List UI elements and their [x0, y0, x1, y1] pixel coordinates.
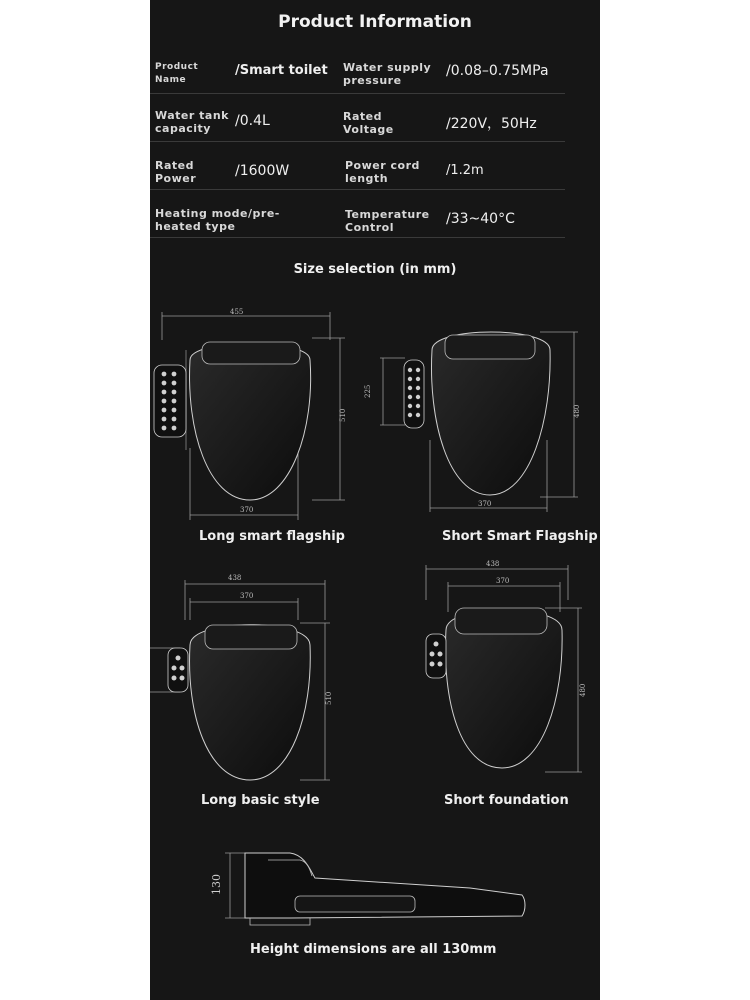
size-selection-title: Size selection (in mm): [293, 262, 457, 277]
dim-long-basic-length: 510: [325, 691, 333, 705]
short-flagship-diagram: [380, 332, 578, 512]
spec-value: /1600W: [235, 163, 290, 179]
caption-short-foundation: Short foundation: [444, 793, 569, 808]
dim-short-foundation-length: 480: [579, 683, 587, 697]
height-side-view-diagram: [225, 853, 525, 925]
product-info-panel: [150, 0, 600, 1000]
spec-label: Heating mode/pre-heated type: [155, 207, 280, 233]
dim-height: 130: [210, 874, 223, 895]
short-foundation-diagram: [426, 565, 582, 772]
spec-value: /1.2m: [446, 163, 484, 178]
caption-long-basic: Long basic style: [201, 793, 320, 808]
dim-short-foundation-inner: 370: [496, 577, 510, 585]
caption-short-flagship: Short Smart Flagship: [442, 529, 598, 544]
dim-long-flagship-bottom: 370: [240, 506, 254, 514]
spec-value: /Smart toilet: [235, 63, 328, 78]
dim-long-basic-outer: 438: [228, 574, 242, 582]
spec-label: Rated Power: [155, 159, 197, 185]
dim-long-flagship-top: 455: [230, 308, 244, 316]
dim-long-flagship-length: 510: [339, 408, 347, 422]
dim-short-flagship-bottom: 370: [478, 500, 492, 508]
spec-value: /220V，50Hz: [446, 116, 537, 132]
page-title: Product Information: [278, 12, 472, 32]
spec-value: /33~40°C: [446, 211, 515, 227]
spec-value: /0.08–0.75MPa: [446, 63, 549, 79]
spec-label: Product Name: [155, 62, 199, 85]
dim-short-foundation-outer: 438: [486, 560, 500, 568]
dim-short-flagship-length: 480: [573, 404, 581, 418]
spec-label: Rated Voltage: [343, 110, 394, 136]
dim-short-flagship-side: 225: [364, 384, 372, 398]
dim-long-basic-inner: 370: [240, 592, 254, 600]
long-basic-diagram: [150, 580, 330, 780]
spec-label: Water tank capacity: [155, 109, 229, 135]
long-flagship-diagram: [154, 312, 345, 520]
caption-long-flagship: Long smart flagship: [199, 529, 345, 544]
spec-label: Water supply pressure: [343, 61, 432, 87]
spec-value: /0.4L: [235, 113, 270, 129]
size-diagrams: [150, 0, 600, 1000]
caption-height: Height dimensions are all 130mm: [250, 942, 497, 957]
spec-label: Temperature Control: [345, 208, 430, 234]
spec-label: Power cord length: [345, 159, 420, 185]
